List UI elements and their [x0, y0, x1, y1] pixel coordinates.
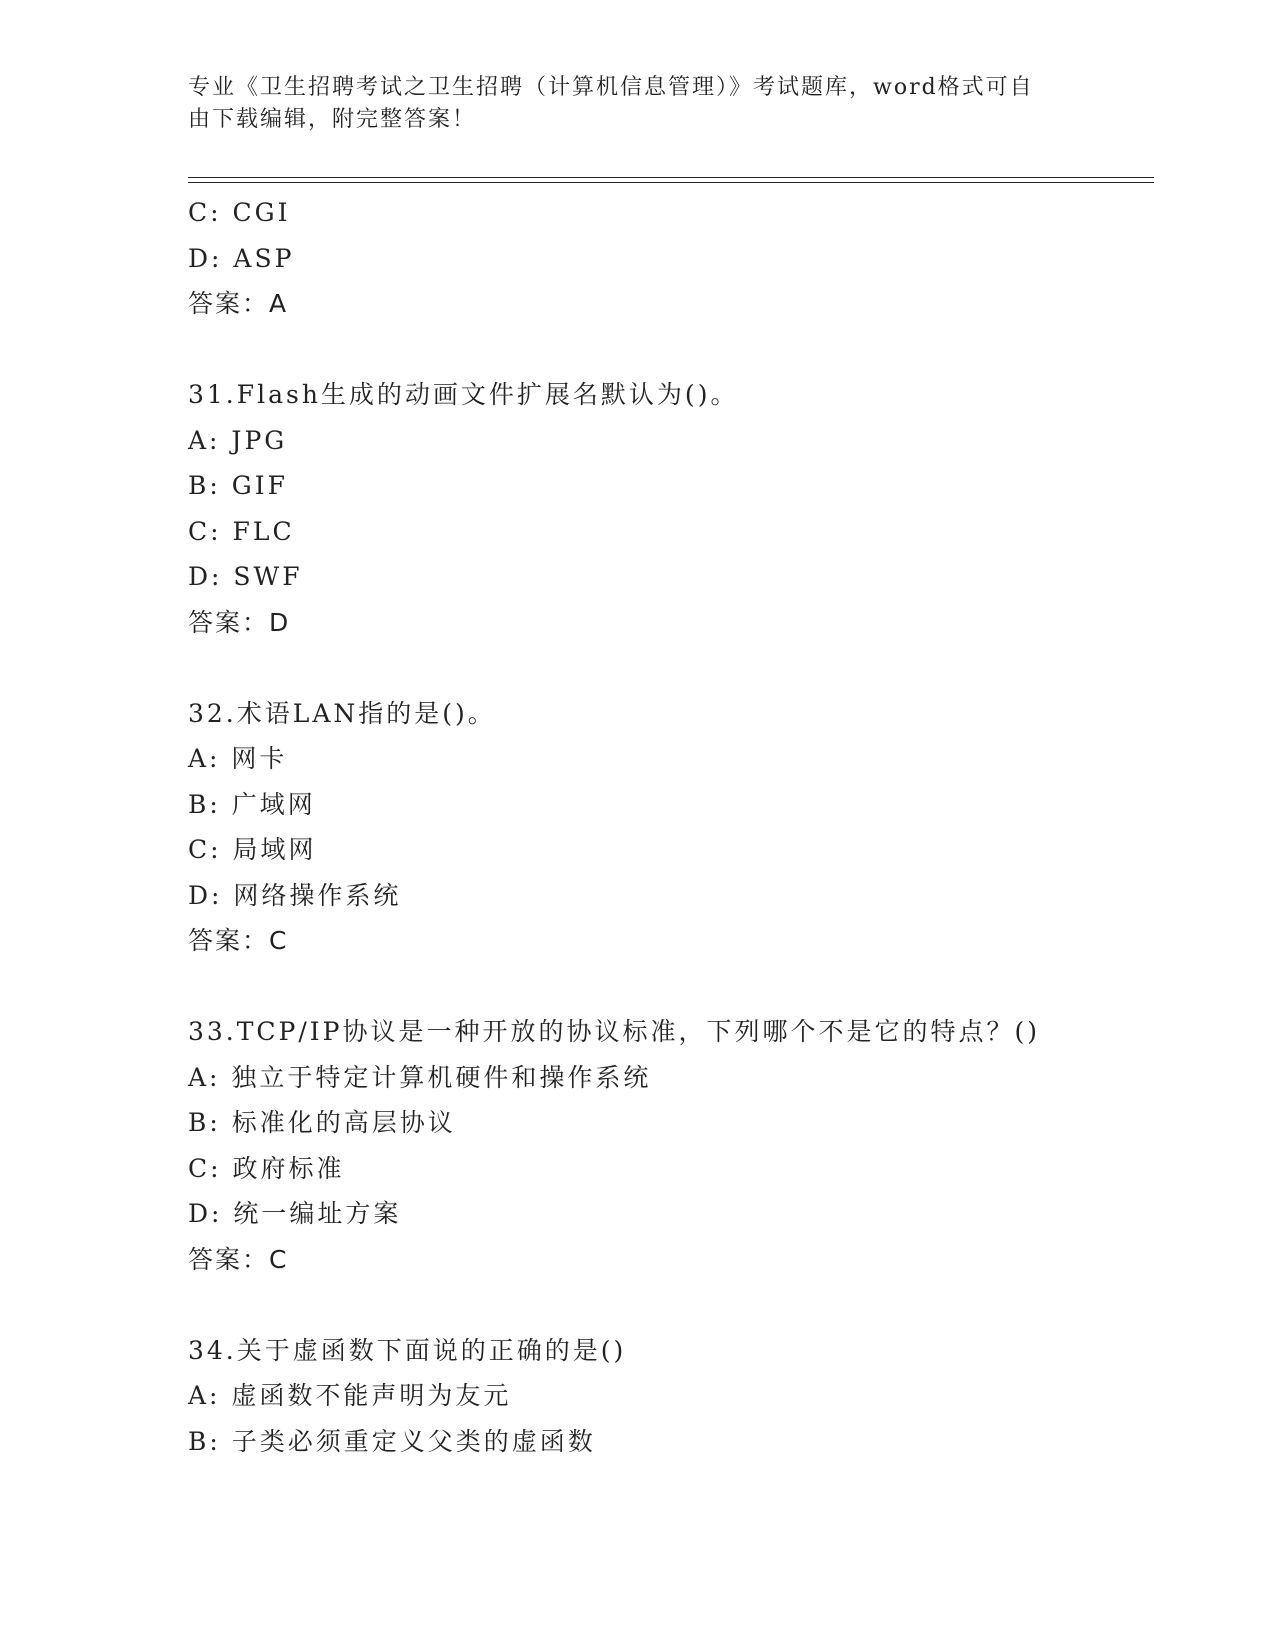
- question-stem: 34.关于虚函数下面说的正确的是(): [188, 1335, 627, 1365]
- header-line-2: 由下载编辑，附完整答案！: [188, 107, 477, 132]
- option-c: C: 政府标准: [188, 1153, 345, 1183]
- answer: 答案：D: [188, 607, 291, 637]
- option-b: B: GIF: [188, 471, 288, 500]
- option-d: D: SWF: [188, 562, 303, 591]
- option-d: D: 统一编址方案: [188, 1199, 402, 1228]
- option-b: B: 标准化的高层协议: [188, 1108, 456, 1137]
- option-b: B: 子类必须重定义父类的虚函数: [188, 1426, 596, 1456]
- option-b: B: 广域网: [188, 789, 316, 819]
- option-a: A: 独立于特定计算机硬件和操作系统: [188, 1062, 652, 1092]
- spacer: [188, 964, 1148, 1010]
- spacer: [188, 645, 1148, 691]
- question-31: [188, 372, 1148, 645]
- question-stem: 33.TCP/IP协议是一种开放的协议标准，下列哪个不是它的特点？(): [188, 1017, 1041, 1046]
- document-header: [188, 72, 1088, 136]
- spacer: [188, 1282, 1148, 1328]
- question-list: [188, 190, 1148, 1464]
- option-c: C: CGI: [188, 198, 291, 227]
- spacer: [188, 327, 1148, 373]
- option-d: D: 网络操作系统: [188, 880, 402, 910]
- option-d: D: ASP: [188, 243, 295, 273]
- question-33: [188, 1009, 1148, 1282]
- question-stem: 31.Flash生成的动画文件扩展名默认为()。: [188, 380, 739, 409]
- question-32: [188, 691, 1148, 964]
- option-a: A: 虚函数不能声明为友元: [188, 1381, 512, 1410]
- answer: 答案：C: [188, 1244, 289, 1274]
- answer: 答案：C: [188, 926, 289, 955]
- option-c: C: FLC: [188, 516, 295, 546]
- option-a: A: 网卡: [188, 744, 288, 773]
- question-30-partial: [188, 190, 1148, 327]
- header-divider-top: [188, 177, 1154, 178]
- header-divider-bottom: [188, 182, 1154, 183]
- question-stem: 32.术语LAN指的是()。: [188, 698, 496, 728]
- option-c: C: 局域网: [188, 835, 317, 864]
- header-line-1: 专业《卫生招聘考试之卫生招聘（计算机信息管理）》考试题库，word格式可自: [188, 75, 1034, 100]
- answer: 答案：A: [188, 289, 289, 318]
- option-a: A: JPG: [188, 425, 288, 455]
- question-34: [188, 1328, 1148, 1465]
